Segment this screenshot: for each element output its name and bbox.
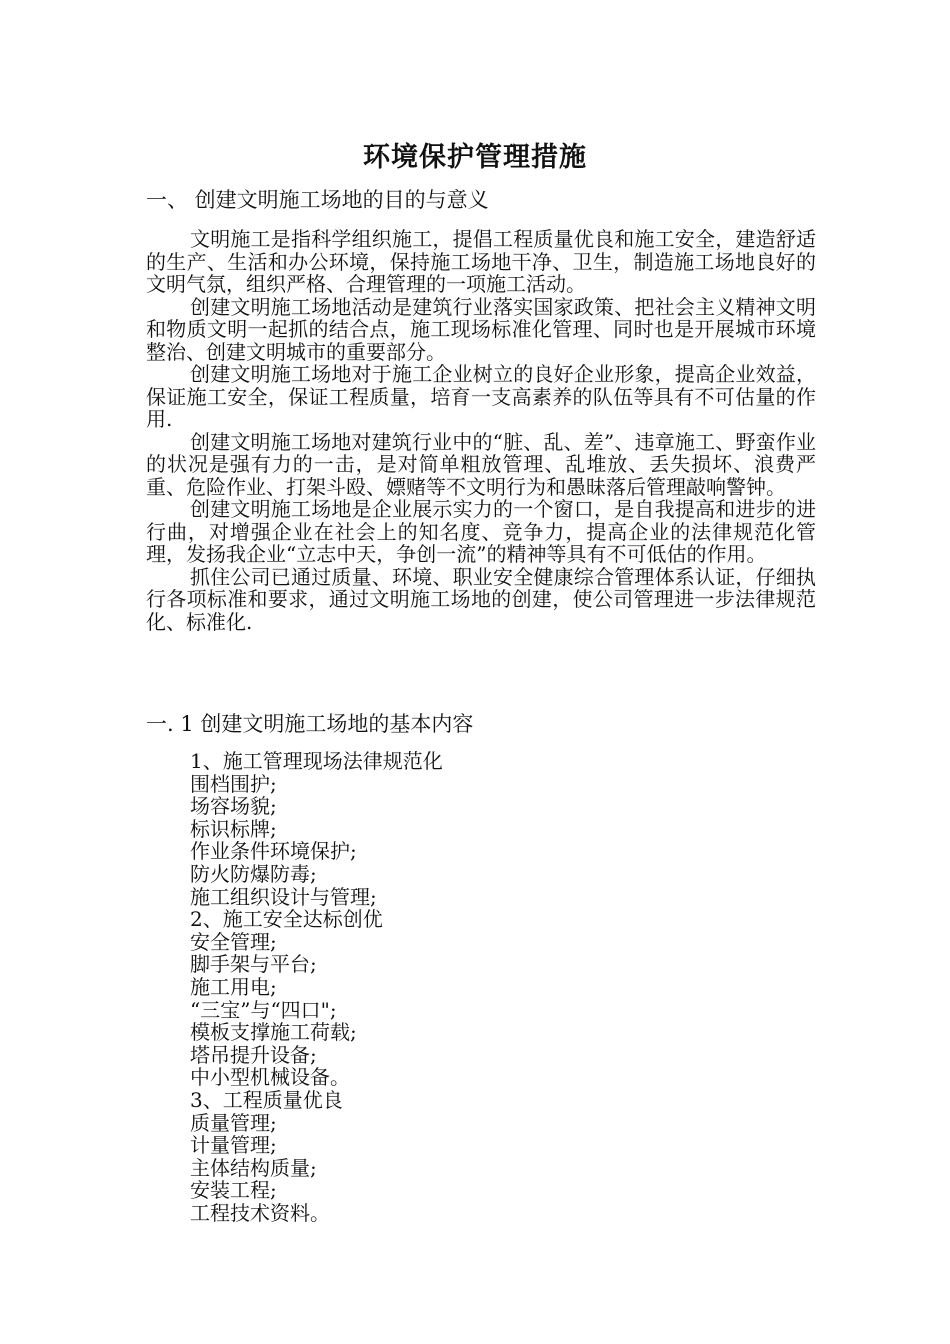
list-item: 脚手架与平台;: [190, 952, 317, 977]
list-item: 作业条件环境保护;: [190, 839, 357, 864]
paragraph: 创建文明施工场地活动是建筑行业落实国家政策、把社会主义精神文明和物质文明一起抓的结合点，施工现场标准化管理、同时也是开展城市环境整治、创建文明城市的重要部分。: [146, 294, 816, 364]
list-item: 安装工程;: [190, 1178, 277, 1203]
list-item: “三宝”与“四口";: [190, 997, 337, 1022]
list-item: 计量管理;: [190, 1133, 277, 1158]
content-list: [190, 750, 443, 1224]
list-item-category: 2、施工安全达标创优: [190, 907, 383, 932]
list-item: 质量管理;: [190, 1110, 277, 1135]
paragraph: 创建文明施工场地对于施工企业树立的良好企业形象，提高企业效益，保证施工安全，保证工程质量，培育一支高素养的队伍等具有不可估量的作用.: [146, 362, 816, 431]
document-title: 环境保护管理措施: [363, 142, 587, 173]
paragraph: 创建文明施工场地对建筑行业中的“脏、乱、差”、违章施工、野蛮作业的状况是强有力的一击，是对简单粗放管理、乱堆放、丢失损坏、浪费严重、危险作业、打架斗殴、嫖赌等不文明行为和愚昧落后管理敲响警钟。: [146, 429, 816, 499]
list-item: 围档围护;: [190, 771, 277, 796]
list-item: 场容场貌;: [190, 794, 277, 819]
list-item: 标识标牌;: [190, 816, 277, 841]
list-item: 安全管理;: [190, 929, 277, 954]
section-heading-purpose: 一、 创建文明施工场地的目的与意义: [146, 188, 489, 212]
list-item: 塔吊提升设备;: [190, 1042, 317, 1067]
list-item: 模板支撑施工荷载;: [190, 1020, 357, 1045]
list-item: 施工用电;: [190, 974, 277, 999]
list-item-category: 3、工程质量优良: [190, 1087, 343, 1112]
paragraph: 文明施工是指科学组织施工，提倡工程质量优良和施工安全，建造舒适的生产、生活和办公环境，保持施工场地干净、卫生，制造施工场地良好的文明气氛，组织严格、合理管理的一项施工活动。: [146, 227, 816, 296]
list-item-category: 1、施工管理现场法律规范化: [190, 749, 443, 773]
paragraph: 抓住公司已通过质量、环境、职业安全健康综合管理体系认证，仔细执行各项标准和要求，通过文明施工场地的创建，使公司管理进一步法律规范化、标准化.: [146, 564, 816, 634]
list-item: 工程技术资料。: [190, 1200, 330, 1225]
list-item: 防火防爆防毒;: [190, 861, 317, 886]
section-heading-basic-content: 一. 1 创建文明施工场地的基本内容: [146, 712, 474, 736]
list-item: 施工组织设计与管理;: [190, 884, 377, 909]
section-body-purpose: [146, 228, 816, 633]
paragraph: 创建文明施工场地是企业展示实力的一个窗口，是自我提高和进步的进行曲，对增强企业在社会上的知名度、竞争力，提高企业的法律规范化管理，发扬我企业“立志中天，争创一流”的精神等具有不可低估的作用。: [146, 497, 816, 566]
list-item: 中小型机械设备。: [190, 1065, 350, 1090]
list-item: 主体结构质量;: [190, 1155, 317, 1180]
